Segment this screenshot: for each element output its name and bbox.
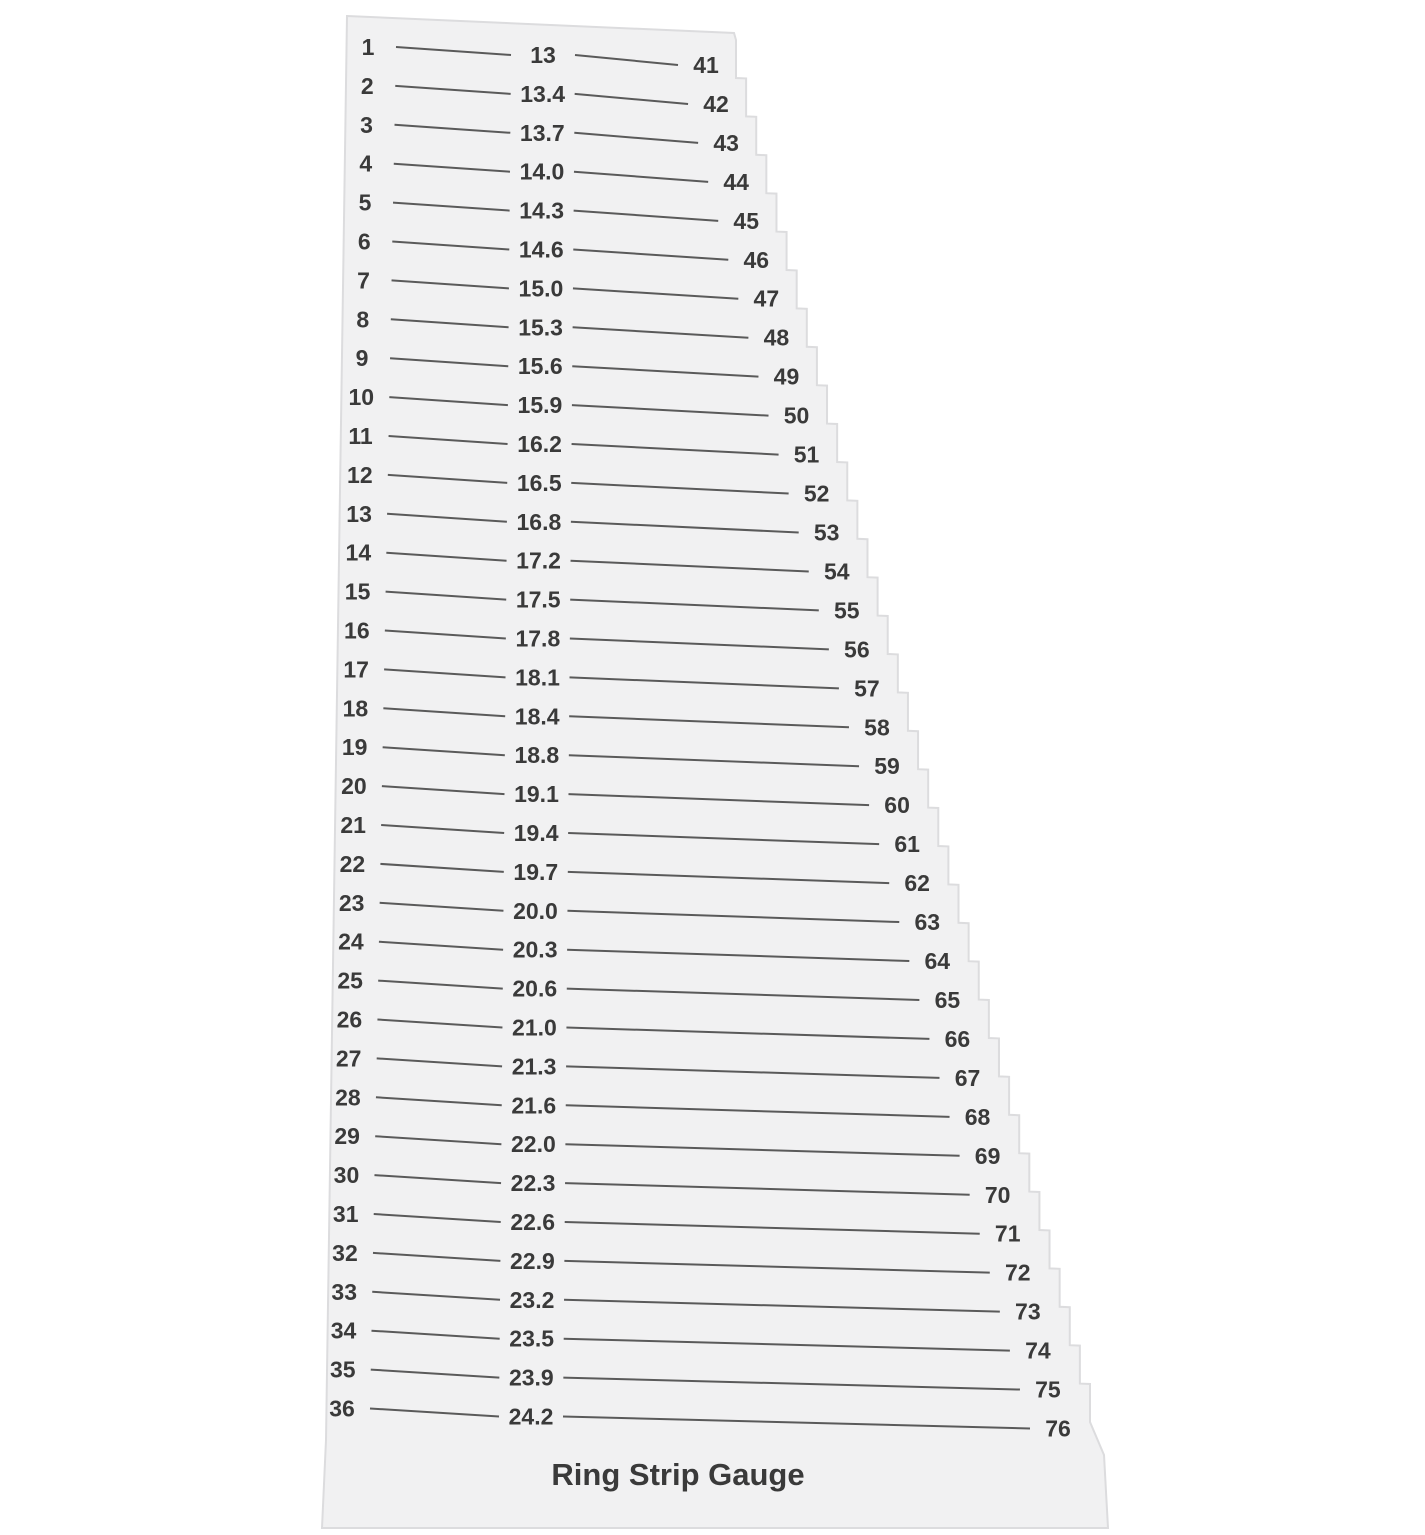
- row-size-label: 53: [813, 519, 840, 546]
- row-size-label: 60: [884, 792, 910, 819]
- row-mm-label: 15.9: [517, 392, 563, 419]
- row-mm-label: 14.6: [518, 236, 564, 263]
- row-size-label: 45: [733, 207, 760, 234]
- row-size-label: 47: [753, 285, 780, 312]
- row-index-label: 28: [335, 1084, 361, 1111]
- row-size-label: 62: [904, 870, 930, 897]
- row-index-label: 2: [360, 72, 374, 99]
- row-mm-label: 17.2: [516, 547, 561, 574]
- row-index-label: 17: [343, 656, 369, 683]
- row-mm-label: 22.3: [510, 1170, 556, 1197]
- row-index-label: 4: [359, 150, 373, 177]
- row-mm-label: 21.0: [512, 1014, 557, 1041]
- row-mm-label: 18.8: [514, 742, 560, 769]
- row-index-label: 34: [330, 1317, 357, 1344]
- row-size-label: 42: [703, 90, 729, 117]
- row-size-label: 49: [773, 363, 800, 390]
- row-mm-label: 19.4: [513, 820, 559, 846]
- row-mm-label: 15.6: [517, 353, 563, 380]
- row-mm-label: 21.6: [511, 1092, 557, 1119]
- row-mm-label: 16.2: [517, 431, 562, 457]
- row-size-label: 41: [693, 52, 719, 78]
- row-mm-label: 21.3: [511, 1053, 557, 1080]
- row-mm-label: 20.3: [512, 936, 558, 963]
- row-index-label: 14: [345, 539, 372, 566]
- row-size-label: 54: [823, 558, 850, 585]
- row-size-label: 51: [793, 441, 820, 468]
- row-size-label: 55: [834, 597, 860, 624]
- row-index-label: 19: [341, 734, 368, 761]
- row-mm-label: 13.7: [519, 119, 565, 146]
- row-size-label: 67: [954, 1064, 981, 1091]
- row-mm-label: 22.6: [510, 1209, 556, 1235]
- row-mm-label: 18.4: [514, 703, 560, 730]
- row-index-label: 13: [346, 500, 372, 527]
- row-size-label: 73: [1015, 1298, 1041, 1325]
- row-size-label: 72: [1004, 1259, 1031, 1286]
- gauge-strip: [322, 16, 1108, 1528]
- row-size-label: 66: [944, 1025, 971, 1052]
- row-index-label: 20: [341, 773, 367, 800]
- row-mm-label: 14.3: [519, 197, 565, 224]
- row-mm-label: 23.2: [509, 1286, 555, 1313]
- row-index-label: 15: [344, 578, 371, 605]
- row-size-label: 58: [864, 714, 890, 741]
- row-index-label: 3: [360, 111, 373, 138]
- row-size-label: 52: [803, 480, 830, 507]
- row-size-label: 64: [924, 948, 951, 975]
- row-size-label: 74: [1025, 1337, 1051, 1364]
- row-mm-label: 23.9: [508, 1364, 554, 1391]
- row-index-label: 21: [340, 812, 366, 838]
- row-size-label: 75: [1035, 1376, 1061, 1403]
- row-mm-label: 16.8: [516, 508, 562, 535]
- row-size-label: 46: [743, 246, 770, 273]
- row-size-label: 65: [934, 986, 961, 1013]
- row-size-label: 71: [994, 1220, 1021, 1247]
- row-mm-label: 18.1: [515, 664, 560, 691]
- row-mm-label: 17.8: [515, 625, 561, 652]
- row-size-label: 63: [914, 909, 941, 936]
- row-size-label: 56: [844, 636, 870, 663]
- row-index-label: 29: [334, 1123, 360, 1150]
- row-size-label: 76: [1045, 1415, 1071, 1442]
- row-size-label: 69: [974, 1142, 1001, 1169]
- row-index-label: 27: [335, 1045, 362, 1072]
- row-size-label: 48: [763, 324, 790, 351]
- row-index-label: 24: [338, 928, 364, 955]
- row-mm-label: 22.0: [511, 1131, 556, 1158]
- row-size-label: 57: [854, 675, 880, 702]
- row-index-label: 6: [357, 228, 371, 255]
- row-index-label: 31: [332, 1201, 359, 1227]
- row-index-label: 23: [338, 889, 365, 916]
- row-mm-label: 17.5: [515, 586, 561, 613]
- row-index-label: 8: [356, 306, 370, 333]
- row-index-label: 1: [361, 34, 375, 60]
- row-index-label: 36: [329, 1395, 355, 1422]
- row-index-label: 10: [348, 384, 375, 411]
- row-mm-label: 14.0: [519, 158, 565, 185]
- row-mm-label: 15.3: [518, 314, 563, 341]
- row-size-label: 61: [894, 831, 920, 858]
- row-mm-label: 19.1: [514, 781, 559, 808]
- row-mm-label: 23.5: [509, 1325, 555, 1352]
- row-index-label: 18: [342, 695, 369, 722]
- row-mm-label: 24.2: [508, 1403, 554, 1430]
- row-size-label: 50: [783, 402, 810, 429]
- row-size-label: 68: [964, 1103, 991, 1130]
- gauge-title: Ring Strip Gauge: [551, 1457, 805, 1492]
- row-index-label: 16: [344, 617, 370, 644]
- row-size-label: 70: [984, 1181, 1011, 1208]
- row-mm-label: 15.0: [518, 275, 564, 302]
- row-mm-label: 16.5: [516, 469, 562, 496]
- row-index-label: 30: [333, 1162, 360, 1189]
- row-mm-label: 20.0: [513, 897, 558, 924]
- row-mm-label: 20.6: [512, 975, 558, 1002]
- row-size-label: 59: [874, 753, 900, 780]
- row-index-label: 7: [357, 267, 370, 294]
- row-size-label: 43: [713, 129, 739, 156]
- row-index-label: 25: [337, 967, 363, 994]
- row-index-label: 11: [348, 423, 373, 449]
- row-index-label: 35: [329, 1356, 356, 1383]
- row-mm-label: 19.7: [513, 858, 559, 885]
- row-index-label: 26: [336, 1006, 363, 1033]
- row-index-label: 22: [339, 850, 366, 877]
- row-index-label: 33: [331, 1278, 358, 1305]
- row-mm-label: 22.9: [509, 1247, 555, 1274]
- row-mm-label: 13.4: [520, 80, 566, 107]
- row-index-label: 5: [358, 189, 372, 216]
- row-index-label: 12: [347, 461, 373, 488]
- row-size-label: 44: [723, 168, 749, 195]
- row-index-label: 9: [355, 345, 369, 372]
- row-mm-label: 13: [530, 42, 556, 68]
- row-index-label: 32: [332, 1239, 358, 1266]
